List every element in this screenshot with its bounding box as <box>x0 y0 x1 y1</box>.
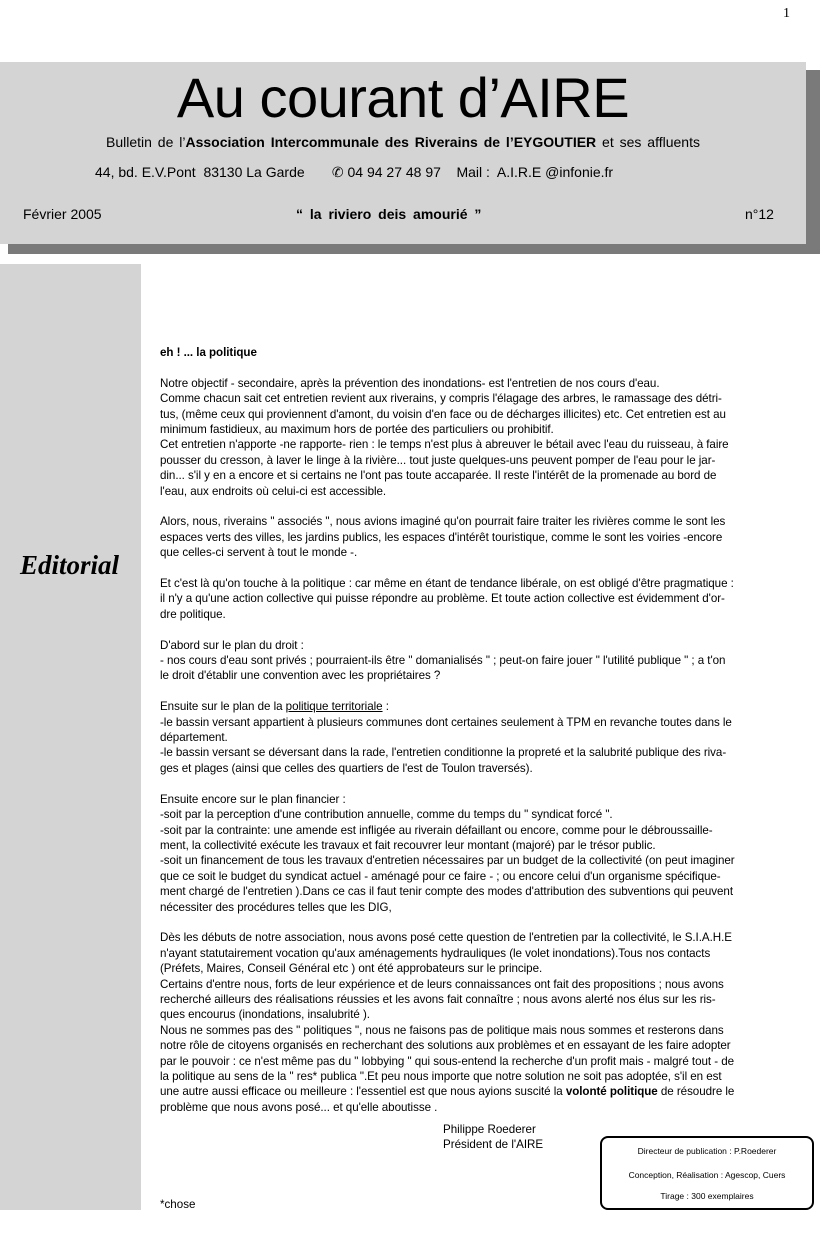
issue-number: n°12 <box>745 206 774 222</box>
text-line: D'abord sur le plan du droit : <box>160 638 304 652</box>
text-line: tus, (même ceux qui proviennent d'amont, du voisin d'en face ou de décharges illicites) etc. Cet entretien est au <box>160 407 726 421</box>
text-line <box>160 1084 820 1099</box>
text-line: -soit par la contrainte: une amende est infligée au riverain défaillant ou encore, comme pour le débroussaille- <box>160 823 713 837</box>
text-line: la politique au sens de la " res* publica ".Et peu nous importe que notre solution ne soit pas adoptée, s'il en est <box>160 1069 722 1083</box>
footnote: *chose <box>160 1198 196 1211</box>
text-line: que celles-ci servent à tout le monde -. <box>160 546 358 560</box>
signature-block <box>443 1122 593 1153</box>
text-line: pousser du cresson, à laver le linge à la rivière... tout juste quelques-uns peuvent pomper de l'eau pour le jar- <box>160 453 716 467</box>
text-line: Nous ne sommes pas des " politiques ", nous ne faisons pas de politique mais nous sommes et resterons dans <box>160 1023 724 1037</box>
text-line: par le pouvoir : ce n'est même pas du " lobbying " qui sous-entend la recherche d'un profit mais - malgré tout - de <box>160 1054 735 1068</box>
text-line: recherché ailleurs des réalisations réussies et les avons fait connaître ; nous avons alerté nos élus sur les ris- <box>160 992 716 1006</box>
paragraph-4 <box>160 638 820 684</box>
text-line: problème que nous avons posé... et qu'elle aboutisse . <box>160 1100 438 1114</box>
section-label-editorial: Editorial <box>20 550 120 580</box>
signature-name: Philippe Roederer <box>443 1123 536 1136</box>
text-line: que ce soit le budget du syndicat actuel - aménagé pour ce faire - ; ou encore celui d'un organisme spécifique- <box>160 869 721 883</box>
paragraph-1 <box>160 376 820 499</box>
text-line: -le bassin versant appartient à plusieurs communes dont certaines seulement à TPM en revanche toutes dans le <box>160 715 732 729</box>
article-headline: eh ! ... la politique <box>160 346 257 359</box>
editorial-article <box>160 345 820 1131</box>
text-fragment: une autre aussi efficace ou meilleure : l'essentiel est que nous ayions suscité la <box>160 1085 566 1099</box>
text-line: -soit par la perception d'une contribution annuelle, comme du temps du " syndicat forcé ". <box>160 808 613 822</box>
sidebar-band <box>0 264 141 1210</box>
text-line: -le bassin versant se déversant dans la rade, l'entretien conditionne la propreté et la salubrité publique des riva- <box>160 746 727 760</box>
credits-design: Conception, Réalisation : Agescop, Cuers <box>628 1170 786 1180</box>
text-line: le droit d'établir une convention avec les propriétaires ? <box>160 669 441 683</box>
paragraph-6 <box>160 792 820 915</box>
paragraph-7 <box>160 930 820 1115</box>
tagline-suffix: et ses affluents <box>596 134 700 150</box>
text-line <box>160 699 820 714</box>
text-line: département. <box>160 731 228 745</box>
text-fragment: de résoudre le <box>657 1085 735 1099</box>
text-line: espaces verts des villes, les jardins publics, les espaces d'intérêt touristique, comme le sont les voiries -encore <box>160 530 723 544</box>
text-line: Certains d'entre nous, forts de leur expérience et de leurs connaissances ont fait des propositions ; nous avons <box>160 977 724 991</box>
text-line: din... s'il y en a encore et si certains ne l'ont pas toute accaparée. Il reste l'intérêt de la promenade au bord de <box>160 469 717 483</box>
text-line: - nos cours d'eau sont privés ; pourraient-ils être " domanialisés " ; peut-on faire jouer " l'utilité publique " ; a t'on <box>160 654 726 668</box>
text-line: l'eau, aux endroits où celui-ci est accessible. <box>160 484 387 498</box>
tagline-organization: Association Intercommunale des Riverains de l’EYGOUTIER <box>185 134 597 150</box>
emphasis-bold: volonté politique <box>565 1085 658 1099</box>
text-line: ques encourus (inondations, insalubrité ). <box>160 1008 370 1022</box>
text-line: Notre objectif - secondaire, après la prévention des inondations- est l'entretien de nos cours d'eau. <box>160 376 660 390</box>
credits-director: Directeur de publication : P.Roederer <box>637 1146 777 1156</box>
paragraph-2 <box>160 514 820 560</box>
underlined-term: politique territoriale <box>285 700 383 714</box>
page-number: 1 <box>783 6 790 21</box>
text-line: Comme chacun sait cet entretien revient aux riverains, y compris l'élagage des arbres, le ramassage des détri- <box>160 392 722 406</box>
text-line: notre rôle de citoyens organisés en recherchant des solutions aux problèmes et en essayant de les faire adopter <box>160 1039 731 1053</box>
text-line: ment chargé de l'entretien ).Dans ce cas il faut tenir compte des modes d'attribution des subventions qui peuvent <box>160 885 733 899</box>
credits-print-run: Tirage : 300 exemplaires <box>660 1191 754 1201</box>
text-line: dre politique. <box>160 607 226 621</box>
text-line: -soit un financement de tous les travaux d'entretien nécessaires par un budget de la collectivité (on peut imaginer <box>160 854 735 868</box>
credits-box <box>600 1136 814 1210</box>
text-line: (Préfets, Maires, Conseil Général etc ) ont été approbateurs sur le principe. <box>160 962 543 976</box>
text-line: Dès les débuts de notre association, nous avons posé cette question de l'entretien par la collectivité, le S.I.A.H.E <box>160 931 732 945</box>
masthead-title: Au courant d’AIRE <box>176 66 630 129</box>
text-line: nécessiter des procédures telles que les DIG, <box>160 900 392 914</box>
text-line: Ensuite encore sur le plan financier : <box>160 792 346 806</box>
tagline-prefix: Bulletin de l’ <box>106 134 186 150</box>
text-line: n'ayant statutairement vocation qu'aux aménagements hydrauliques (le volet inondations).Tous nos contacts <box>160 946 711 960</box>
text-line: minimum fastidieux, au maximum hors de portée des particuliers ou prohibitif. <box>160 423 554 437</box>
text-fragment: : <box>382 700 389 714</box>
text-line: il n'y a qu'une action collective qui puisse répondre au problème. Et toute action collective est évidemment d'or- <box>160 592 725 606</box>
text-line: Alors, nous, riverains " associés ", nous avions imaginé qu'on pourrait faire traiter les rivières comme le sont les <box>160 515 726 529</box>
text-line: Cet entretien n'apporte -ne rapporte- rien : le temps n'est plus à abreuver le bétail avec l'eau du ruisseau, à faire <box>160 438 729 452</box>
paragraph-3 <box>160 576 820 622</box>
paragraph-5 <box>160 699 820 776</box>
text-fragment: Ensuite sur le plan de la <box>160 700 286 714</box>
text-line: ges et plages (ainsi que celles des quartiers de l'est de Toulon traversés). <box>160 761 533 775</box>
masthead-tagline <box>0 133 806 151</box>
text-line: ment, la collectivité exécute les travaux et fait recouvrer leur montant (majoré) par le trésor public. <box>160 838 656 852</box>
contact-line: 44, bd. E.V.Pont 83130 La Garde ✆ 04 94 27 48 97 Mail : A.I.R.E @infonie.fr <box>95 164 614 180</box>
issue-date: Février 2005 <box>23 206 102 222</box>
text-line: Et c'est là qu'on touche à la politique : car même en étant de tendance libérale, on est obligé d'être pragmatique : <box>160 577 734 591</box>
issue-motto: “ la riviero deis amourié ” <box>296 206 482 222</box>
signature-role: Président de l'AIRE <box>443 1138 544 1152</box>
